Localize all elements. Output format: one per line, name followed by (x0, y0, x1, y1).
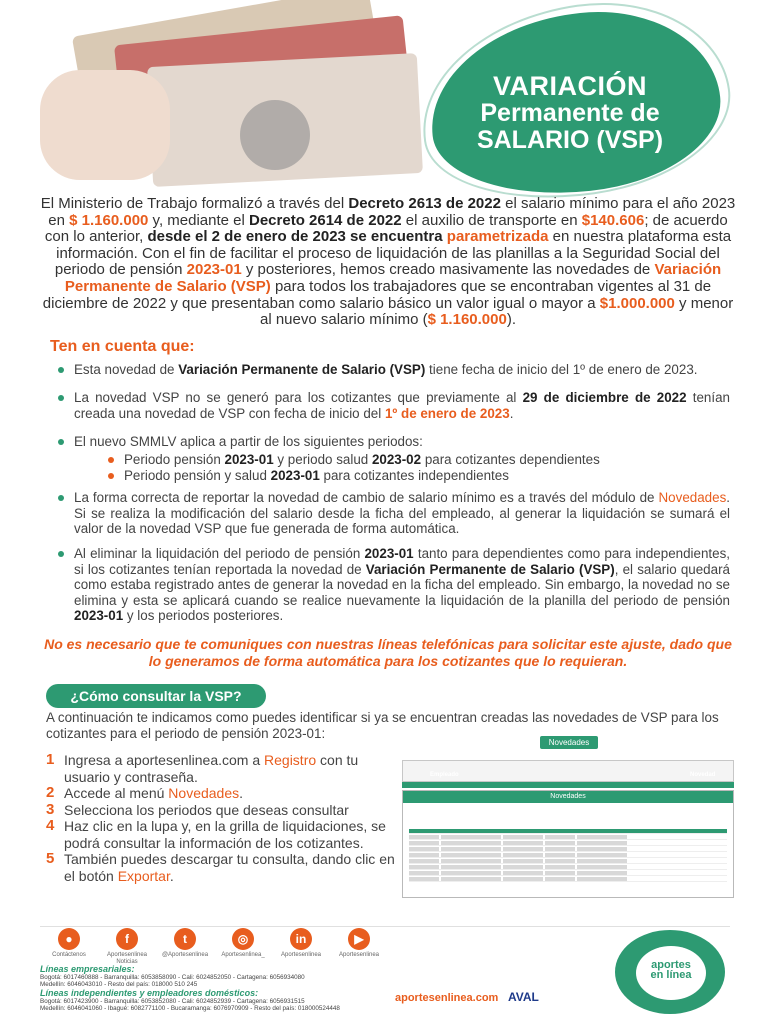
step-number: 4 (46, 817, 55, 834)
bullet-dot (58, 439, 64, 445)
decree-2613: Decreto 2613 de 2022 (348, 195, 501, 212)
step-item (46, 851, 396, 884)
footer-divider (40, 926, 730, 927)
novedades-link[interactable]: Novedades (658, 490, 727, 505)
page-title (440, 72, 700, 153)
intro-text: y menor al nuevo salario mínimo ( (260, 294, 734, 329)
step-item (46, 785, 396, 802)
bullet-highlight: 1º de enero de 2023 (384, 405, 510, 421)
intro-text: ). (506, 311, 516, 329)
sub-bold: 2023-01 (224, 452, 274, 467)
aportes-logo (638, 960, 704, 980)
social-item[interactable] (156, 928, 214, 966)
registro-link[interactable]: Registro (264, 752, 317, 768)
social-label: @Aportesenlinea (161, 952, 209, 958)
bullet-item (58, 434, 730, 450)
bullet-dot (58, 395, 64, 401)
step-item (46, 752, 396, 785)
social-label: Aportesenlinea_ (221, 952, 265, 958)
step-text: Haz clic en la lupa y, en la grilla de liquidaciones, se podrá consultar la información de los cotizantes. (64, 818, 386, 851)
bullet-text: Al eliminar la liquidación del periodo de pensión (74, 546, 365, 561)
step-text: . (169, 867, 174, 884)
sub-bold: 2023-01 (270, 468, 320, 483)
intro-text: y posteriores, hemos creado masivamente las novedades de (241, 261, 655, 279)
twitter-icon[interactable]: t (174, 928, 196, 950)
intro-text: ; de acuerdo con lo anterior, (44, 211, 728, 246)
sub-text: Periodo pensión y salud (124, 468, 271, 483)
sub-bold: 2023-02 (371, 452, 422, 467)
intro-text: para todos los trabajadores que se encontraban vigentes al 31 de diciembre de 2022 y que presentaban como salario básico un valor igual o mayor a (42, 277, 712, 312)
bullet-bold: Variación Permanente de Salario (VSP) (365, 561, 615, 577)
social-item[interactable] (330, 928, 388, 966)
important-note: No es necesario que te comuniques con nuestras líneas telefónicas para solicitar este ajuste, dado que lo generamos de forma automática para los cotizantes que lo requieran. (44, 636, 732, 669)
intro-text: en nuestra plataforma esta información. Con el fin de facilitar el proceso de liquidación de las planillas a la Seguridad Social del periodo de pensión (54, 228, 732, 279)
novedades-button[interactable]: Novedades (540, 736, 598, 749)
bullet-text: Esta novedad de (74, 362, 179, 377)
minimum-wage-amount: $ 1.160.000 (69, 211, 149, 229)
instagram-icon[interactable]: ◎ (232, 928, 254, 950)
intro-vsp: Variación Permanente de Salario (VSP) (64, 261, 722, 295)
bullet-dot (58, 551, 64, 557)
bullet-text: tenían creada una novedad de VSP con fecha de inicio del (74, 390, 730, 421)
step-number: 2 (46, 784, 55, 801)
step-text: Accede al menú (64, 785, 169, 801)
intro-date-bold: desde el 2 de enero de 2023 se encuentra (147, 228, 443, 246)
step-text: . (239, 785, 244, 801)
howto-description: A continuación te indicamos como puedes identificar si ya se encuentran creadas las novedades de VSP para los cotizantes para el periodo de pensión 2023-01: (46, 710, 719, 741)
novedades-menu-link[interactable]: Novedades (168, 785, 240, 801)
bar-left-label: Empleado (430, 772, 459, 778)
bullet-item (58, 490, 730, 537)
bar-right-label: Novedad (690, 772, 716, 778)
intro-text: y, mediante el (148, 211, 249, 229)
panel-table (409, 829, 727, 883)
sub-text: Periodo pensión (124, 452, 225, 467)
bullet-text: tanto para dependientes como para independientes, si los cotizantes tenían reportada la novedad de (74, 546, 730, 577)
social-item[interactable] (40, 928, 98, 966)
bullet-text: tiene fecha de inicio del 1º de enero de 2023. (425, 362, 698, 377)
threshold-amount: $1.000.000 (599, 294, 675, 312)
bullet-text: . Si se realiza la modificación del salario desde la ficha del empleado, al generar la liquidación se sumará el valor de la novedad VSP que fue generada de forma automática. (74, 490, 730, 537)
minimum-wage-amount-2: $ 1.160.000 (427, 311, 507, 329)
novedades-panel-screenshot (402, 790, 734, 898)
step-text: Selecciona los periodos que deseas consultar (64, 801, 349, 818)
business-lines-heading: Líneas empresariales: (40, 964, 135, 974)
sub-bullet-item (108, 452, 600, 468)
step-item (46, 802, 396, 819)
logo-word-1: aportes (651, 959, 691, 971)
bullet-bold: Variación Permanente de Salario (VSP) (178, 362, 426, 377)
step-text: Ingresa a aportesenlinea.com a (64, 752, 265, 768)
title-line-1: VARIACIÓN (492, 71, 647, 101)
exportar-link[interactable]: Exportar (117, 867, 170, 884)
step-text: También puedes descargar tu consulta, dando clic en el botón (64, 851, 395, 884)
section-heading: Ten en cuenta que: (50, 338, 195, 355)
steps-list (46, 752, 396, 884)
step-item (46, 818, 396, 851)
panel-title: Novedades (403, 791, 733, 803)
social-item[interactable] (272, 928, 330, 966)
step-number: 1 (46, 751, 55, 768)
independent-lines-heading: Líneas independientes y empleadores domésticos: (40, 988, 259, 998)
social-label: Aportesenlinea (280, 952, 322, 958)
social-links (40, 928, 388, 966)
bullet-text: La forma correcta de reportar la novedad de cambio de salario mínimo es a través del módulo de (74, 490, 659, 505)
social-label: Aportesenlinea (338, 952, 380, 958)
intro-paragraph (40, 196, 736, 329)
intro-period: 2023-01 (186, 261, 242, 279)
filter-bar-screenshot (402, 760, 734, 782)
logo-word-2: en línea (650, 969, 692, 981)
step-text: con tu usuario y contraseña. (64, 752, 359, 785)
bullet-text: y los periodos posteriores. (123, 608, 284, 624)
social-label: Aportesenlinea Noticias (106, 952, 148, 965)
business-lines-2: Medellín: 6046043010 - Resto del país: 018000 510 245 (40, 981, 198, 988)
bullet-bold: 2023-01 (364, 546, 414, 561)
title-line-2: Permanente de (480, 99, 660, 128)
title-line-3: SALARIO (VSP) (476, 125, 664, 154)
sub-text: para cotizantes dependientes (421, 452, 600, 467)
website-link[interactable]: aportesenlinea.com (395, 992, 499, 1004)
bullet-text: , el salario quedará como estaba registrado antes de generar la novedad en la ficha del empleado. Sin embargo, la novedad no se elimina y esta se aplicará cuando se realice nuevamente la liquidación de la planilla del periodo de pensión (74, 561, 730, 608)
bullet-dot (58, 495, 64, 501)
linkedin-icon[interactable]: in (290, 928, 312, 950)
intro-text: el salario mínimo para el año 2023 en (48, 195, 736, 229)
bullet-text: El nuevo SMMLV aplica a partir de los siguientes periodos: (74, 434, 423, 449)
independent-lines-2: Medellín: 6046041060 - Ibagué: 6082771100 - Bucaramanga: 6076970909 - Resto del país: 018000524448 (40, 1005, 340, 1012)
business-lines-1: Bogotá: 6017460888 - Barranquilla: 6053858090 - Cali: 6024852050 - Cartagena: 6056934080 (40, 974, 305, 981)
facebook-icon[interactable]: f (116, 928, 138, 950)
contacts-icon[interactable]: ● (58, 928, 80, 950)
bullet-bold: 2023-01 (74, 608, 124, 624)
social-label: Contáctenos (52, 952, 86, 958)
intro-parametrized: parametrizada (446, 228, 549, 246)
sub-bullet-dot (108, 473, 114, 479)
youtube-icon[interactable]: ▶ (348, 928, 370, 950)
step-number: 5 (46, 850, 55, 867)
intro-text: El Ministerio de Trabajo formalizó a través del (40, 195, 349, 212)
transport-aid-amount: $140.606 (581, 211, 645, 229)
aval-logo: AVAL (508, 990, 539, 1004)
sub-bullet-item (108, 468, 509, 484)
social-item[interactable] (98, 928, 156, 966)
sub-text: para cotizantes independientes (319, 468, 509, 483)
bullet-bold: 29 de diciembre de 2022 (522, 390, 687, 405)
intro-text: el auxilio de transporte en (401, 211, 582, 229)
bullet-item (58, 390, 730, 421)
bullet-item (58, 546, 730, 624)
social-item[interactable] (214, 928, 272, 966)
sub-bullet-dot (108, 457, 114, 463)
bullet-text: . (509, 405, 514, 421)
bullet-text: La novedad VSP no se generó para los cotizantes que previamente al (74, 390, 523, 405)
howto-heading-pill: ¿Cómo consultar la VSP? (46, 684, 266, 708)
bullet-dot (58, 367, 64, 373)
sub-text: y periodo salud (273, 452, 372, 467)
filter-bar-header (402, 782, 734, 788)
independent-lines-1: Bogotá: 6017423900 - Barranquilla: 6053852080 - Cali: 6024852939 - Cartagena: 6056931515 (40, 998, 305, 1005)
bullet-item (58, 362, 730, 378)
step-number: 3 (46, 800, 55, 818)
decree-2614: Decreto 2614 de 2022 (249, 211, 402, 229)
